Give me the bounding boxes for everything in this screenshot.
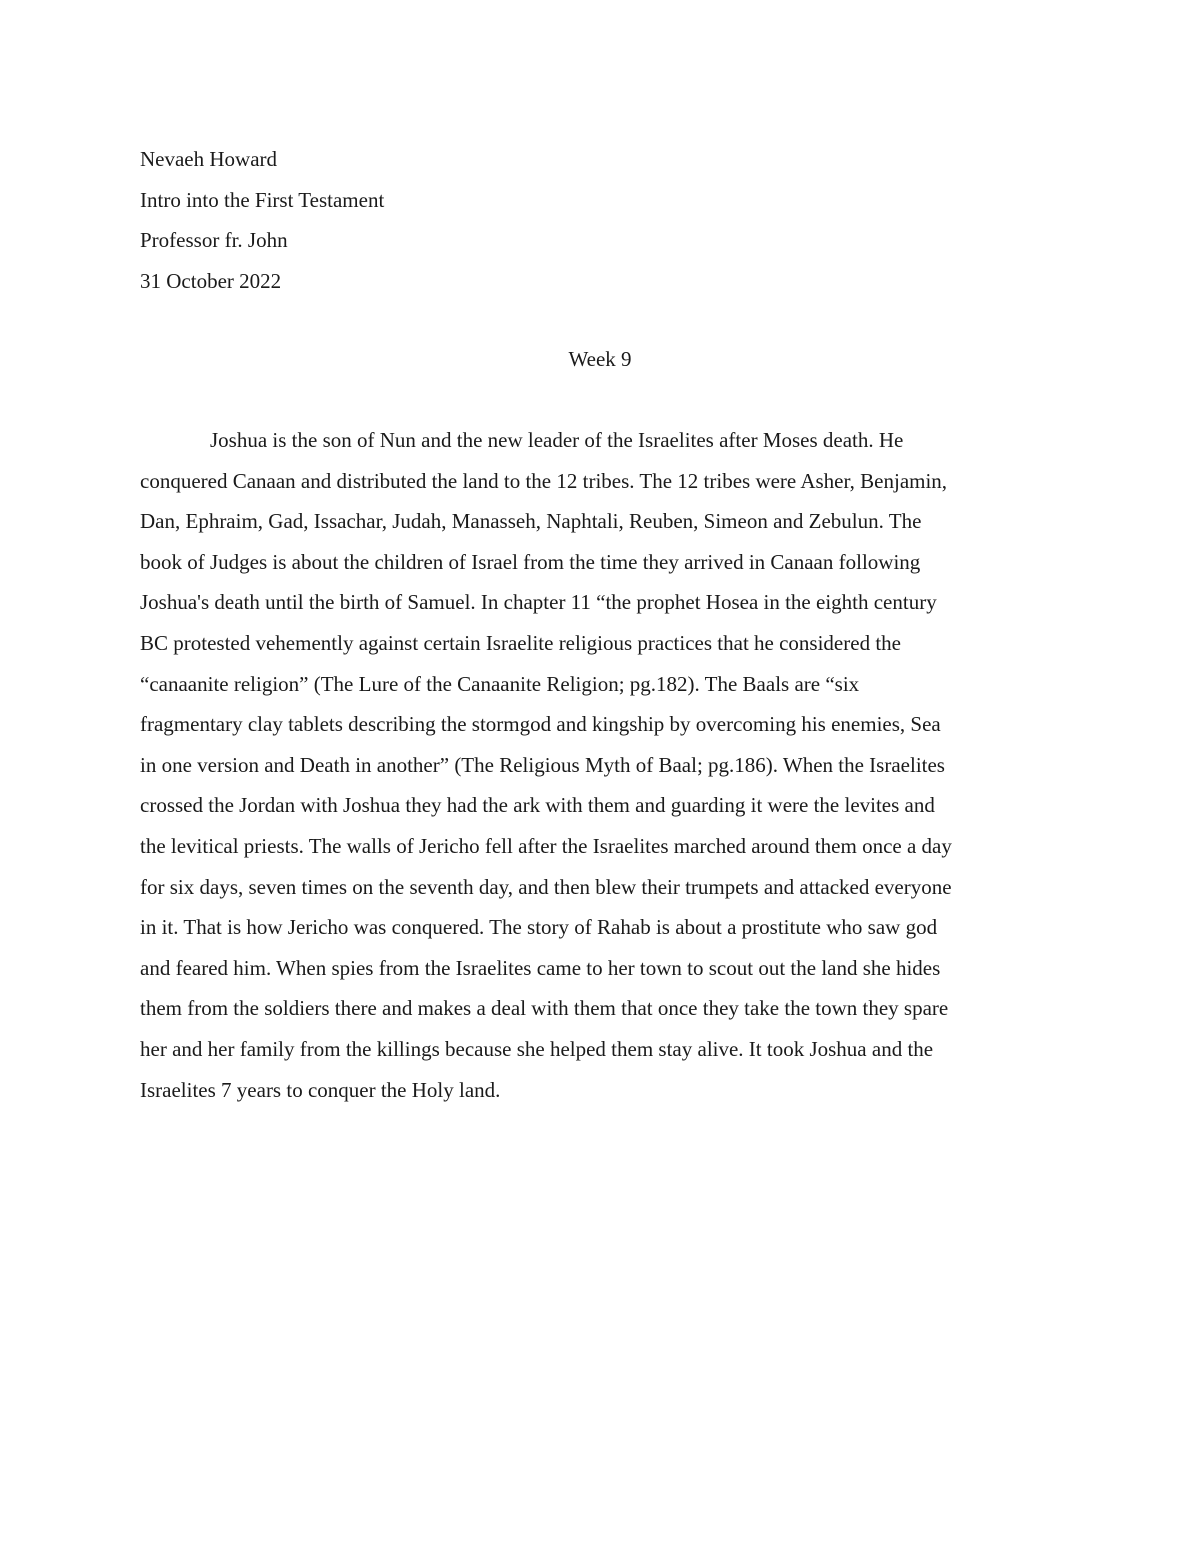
- body-line: “canaanite religion” (The Lure of the Canaanite Religion; pg.182). The Baals are “six: [140, 671, 860, 696]
- body-line: conquered Canaan and distributed the land to the 12 tribes. The 12 tribes were Asher, Benjamin,: [140, 468, 948, 493]
- document-title: Week 9: [568, 347, 632, 371]
- body-line: Israelites 7 years to conquer the Holy land.: [140, 1077, 501, 1102]
- body-line: BC protested vehemently against certain Israelite religious practices that he considered the: [140, 630, 901, 655]
- body-line: in one version and Death in another” (The Religious Myth of Baal; pg.186). When the Israelites: [140, 752, 945, 777]
- body-line: in it. That is how Jericho was conquered. The story of Rahab is about a prostitute who saw god: [140, 915, 938, 940]
- author-name: Nevaeh Howard: [140, 147, 278, 171]
- course-name: Intro into the First Testament: [140, 187, 385, 212]
- heading-block: [140, 139, 1060, 301]
- body-line: her and her family from the killings because she helped them stay alive. It took Joshua and the: [140, 1036, 934, 1061]
- body-line: them from the soldiers there and makes a deal with them that once they take the town they spare: [140, 996, 949, 1021]
- body-line: the levitical priests. The walls of Jericho fell after the Israelites marched around them once a day: [140, 833, 952, 858]
- body-line: crossed the Jordan with Joshua they had the ark with them and guarding it were the levites and: [140, 793, 935, 818]
- body-line: and feared him. When spies from the Israelites came to her town to scout out the land she hides: [140, 955, 941, 980]
- document-date: 31 October 2022: [140, 268, 282, 293]
- body-line: Dan, Ephraim, Gad, Issachar, Judah, Manasseh, Naphtali, Reuben, Simeon and Zebulun. The: [140, 509, 922, 534]
- body-line: Joshua's death until the birth of Samuel. In chapter 11 “the prophet Hosea in the eighth century: [140, 590, 937, 615]
- body-line: book of Judges is about the children of Israel from the time they arrived in Canaan following: [140, 549, 921, 574]
- body-line: Joshua is the son of Nun and the new leader of the Israelites after Moses death. He: [210, 428, 904, 452]
- body-line: for six days, seven times on the seventh day, and then blew their trumpets and attacked everyone: [140, 874, 952, 899]
- body-paragraph: [140, 420, 1060, 1110]
- body-line: fragmentary clay tablets describing the stormgod and kingship by overcoming his enemies, Sea: [140, 712, 941, 737]
- professor-name: Professor fr. John: [140, 228, 288, 253]
